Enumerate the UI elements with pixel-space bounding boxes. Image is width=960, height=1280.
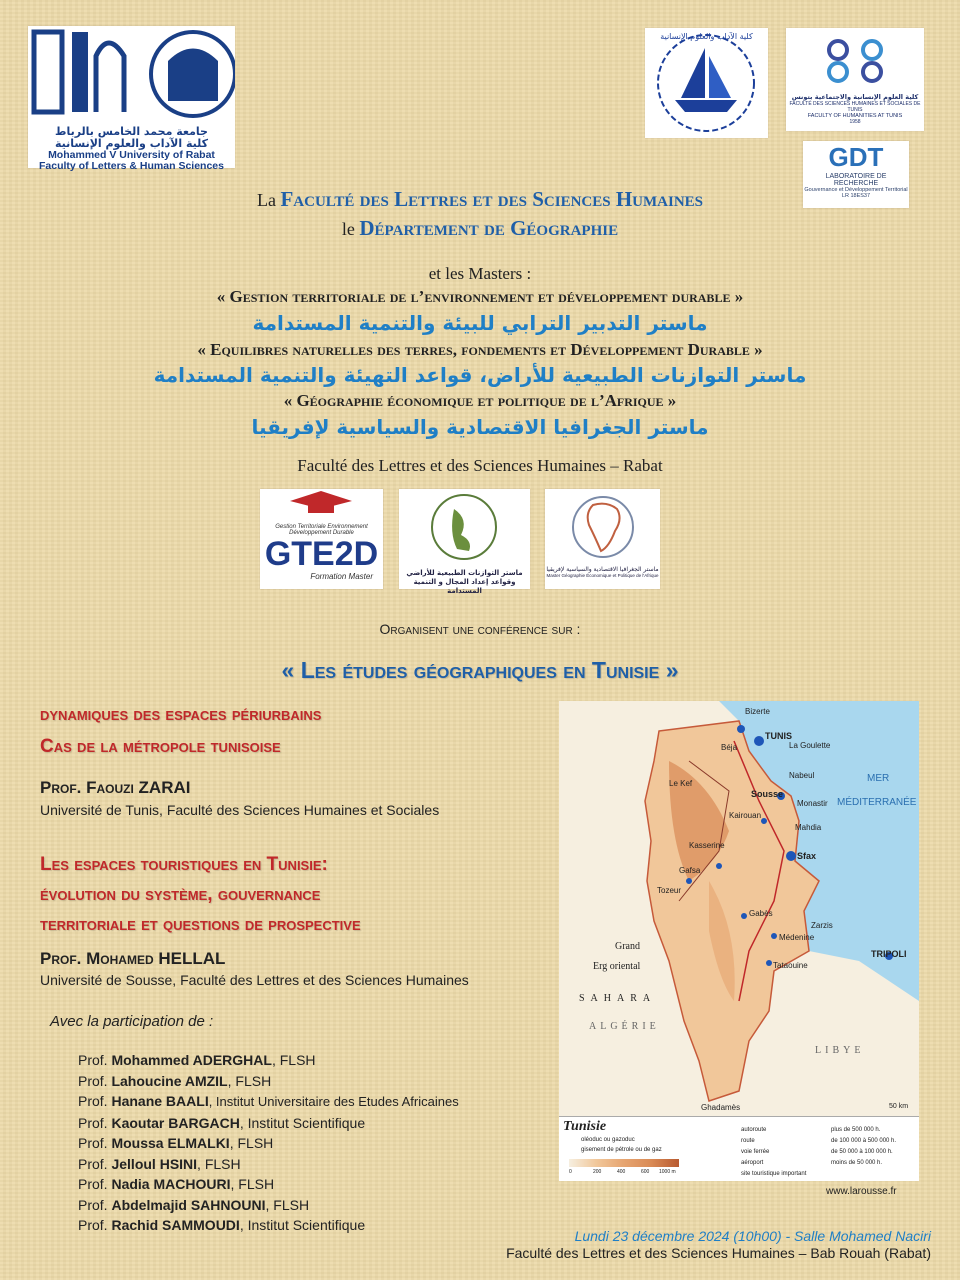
legend-elev-1000: 1000 m	[659, 1169, 676, 1175]
gdt-name: GDT	[828, 142, 884, 172]
map-city-tataouine: Tataouine	[773, 961, 808, 970]
gdt-line2: Gouvernance et Développement Territorial	[804, 187, 908, 193]
map-city-sfax: Sfax	[797, 851, 817, 861]
participant-inst: , FLSH	[229, 1135, 274, 1151]
participant-prefix: Prof.	[78, 1052, 112, 1068]
participant-row	[78, 1071, 459, 1092]
equilibres-ar: ماستر التوازنات الطبيعية للأراضي وقواعد إعداد المجال و التنمية المستدامة	[406, 569, 523, 595]
tunisia-map-drawing	[559, 701, 919, 1116]
talk1-speaker: Prof. Faouzi ZARAI	[40, 778, 191, 797]
participant-row	[78, 1174, 459, 1195]
map-city-bizerte: Bizerte	[745, 707, 770, 716]
afrique-logo	[545, 489, 660, 589]
map-city-sousse: Sousse	[751, 789, 784, 799]
map-city-tozeur: Tozeur	[657, 886, 682, 895]
afrique-fr: Master Géographie Économique et Politique de l'Afrique	[546, 573, 659, 578]
participant-row	[78, 1133, 459, 1154]
participant-name: Rachid SAMMOUDI	[111, 1217, 240, 1233]
map-city-nabeul: Nabeul	[789, 771, 815, 780]
participant-list	[78, 1050, 459, 1236]
gte2d-name: GTE2D	[264, 535, 379, 573]
legend-deposit: gisement de pétrole ou de gaz	[581, 1147, 662, 1153]
um5-en-line1: Mohammed V University of Rabat	[48, 149, 215, 161]
map-city-zarzis: Zarzis	[811, 921, 833, 930]
faculty-name: Faculté des Lettres et des Sciences Humaines	[280, 187, 704, 211]
map-scale: 50 km	[889, 1103, 909, 1110]
map-country-algerie: ALGÉRIE	[589, 1021, 660, 1032]
legend-autoroute: autoroute	[741, 1127, 767, 1133]
master3-ar: ماستر الجغرافيا الاقتصادية والسياسية لإفريقيا	[251, 415, 709, 439]
legend-elev-400: 400	[617, 1169, 626, 1175]
event-date: Lundi 23 décembre 2024 (10h00) - Salle Mohamed Naciri	[574, 1228, 931, 1244]
masters-intro: et les Masters :	[428, 264, 532, 283]
ship-emblem-icon	[645, 28, 768, 138]
map-region-sahara: SAHARA	[579, 993, 657, 1004]
map-city-tunis: TUNIS	[765, 731, 792, 741]
header-line2	[0, 216, 960, 241]
participant-prefix: Prof.	[78, 1114, 112, 1131]
talk1-affiliation: Université de Tunis, Faculté des Sciences Humaines et Sociales	[40, 802, 440, 818]
participant-row	[78, 1113, 459, 1134]
participant-prefix: Prof.	[78, 1072, 112, 1089]
talk2-title-line3: territoriale et questions de prospective	[40, 914, 361, 935]
master1-ar: ماستر التدبير الترابي للبيئة والتنمية المستدامة	[252, 311, 708, 335]
map-credit: www.larousse.fr	[826, 1186, 897, 1197]
participant-prefix: Prof.	[78, 1093, 112, 1109]
talk2-affiliation: Université de Sousse, Faculté des Lettres et des Sciences Humaines	[40, 972, 469, 988]
participant-prefix: Prof.	[78, 1217, 112, 1233]
legend-route: route	[741, 1138, 755, 1144]
master2-ar: ماستر التوازنات الطبيعية للأراض، قواعد التهيئة والتنمية المستدامة	[153, 363, 807, 387]
participant-name: Abdelmajid SAHNOUNI	[111, 1196, 266, 1213]
map-region-grand: Grand	[615, 941, 640, 952]
participant-name: Lahoucine AMZIL	[111, 1072, 228, 1089]
participant-inst: , FLSH	[197, 1155, 241, 1172]
gdt-line1: LABORATOIRE DE RECHERCHE	[825, 173, 887, 187]
participant-prefix: Prof.	[78, 1196, 112, 1213]
africa-globe-icon	[545, 489, 660, 561]
gte2d-tagline: Gestion Territoriale Environnement Développement Durable	[275, 524, 368, 536]
legend-pipeline: oléoduc ou gazoduc	[581, 1137, 635, 1143]
participant-inst: , FLSH	[271, 1052, 316, 1068]
talk1-title-line2: Cas de la métropole tunisoise	[40, 736, 281, 757]
map-city-monastir: Monastir	[797, 799, 828, 808]
participant-inst: , Institut Scientifique	[239, 1114, 366, 1131]
equilibres-logo	[399, 489, 530, 595]
talk2-title-line1: Les espaces touristiques en Tunisie:	[40, 854, 328, 875]
fshst-en: FACULTY OF HUMANITIES AT TUNIS	[807, 113, 903, 119]
participant-prefix: Prof.	[78, 1176, 112, 1192]
participant-row	[78, 1050, 459, 1071]
map-city-beja: Béja	[721, 743, 738, 752]
gte2d-sub: Formation Master	[310, 572, 373, 581]
header-line1	[0, 187, 960, 212]
master2-fr: « Equilibres naturelles des terres, fondements et Développement Durable »	[197, 340, 763, 359]
participant-inst: , FLSH	[230, 1176, 275, 1192]
legend-rail: voie ferrée	[741, 1149, 770, 1155]
participant-prefix: Prof.	[78, 1155, 112, 1172]
map-region-erg: Erg oriental	[593, 961, 641, 972]
legend-elev-200: 200	[593, 1169, 602, 1175]
participation-intro: Avec la participation de :	[50, 1013, 214, 1030]
line1-prefix: La	[256, 190, 281, 210]
um5-ar-line2: كلية الآداب والعلوم الإنسانية	[54, 137, 209, 150]
map-city-kairouan: Kairouan	[729, 811, 762, 820]
legend-elev-600: 600	[641, 1169, 650, 1175]
map-city-gabes: Gabès	[749, 909, 773, 918]
talk2-speaker: Prof. Mohamed HELLAL	[40, 949, 226, 968]
legend-elevation-scale	[569, 1159, 679, 1167]
legend-pop2: de 100 000 à 500 000 h.	[831, 1138, 897, 1144]
fshst-logo	[786, 28, 924, 131]
tunisia-map	[559, 701, 919, 1181]
participant-prefix: Prof.	[78, 1135, 112, 1151]
faculty-rabat: Faculté des Lettres et des Sciences Humaines – Rabat	[297, 456, 663, 475]
um5-ar-line1: جامعة محمد الخامس بالرباط	[55, 125, 208, 138]
graduation-cap-icon	[260, 489, 383, 519]
event-place: Faculté des Lettres et des Sciences Humaines – Bab Rouah (Rabat)	[506, 1245, 931, 1261]
participant-inst: , FLSH	[227, 1072, 272, 1089]
map-city-ghadames: Ghadamès	[701, 1103, 741, 1112]
participant-row	[78, 1091, 459, 1113]
participant-row	[78, 1195, 459, 1216]
legend-tourist: site touristique important	[741, 1171, 807, 1177]
map-city-gafsa: Gafsa	[679, 866, 701, 875]
map-legend	[559, 1116, 919, 1181]
um5-en-line2: Faculty of Letters & Human Sciences	[39, 160, 224, 172]
legend-pop1: plus de 500 000 h.	[831, 1127, 881, 1133]
master1-fr: « Gestion territoriale de l’environnement et développement durable »	[216, 287, 744, 306]
participant-name: Moussa ELMALKI	[111, 1135, 230, 1151]
map-city-mahdia: Mahdia	[795, 823, 822, 832]
legend-airport: aéroport	[741, 1160, 764, 1166]
participant-name: Jelloul HSINI	[111, 1155, 198, 1172]
participant-name: Nadia MACHOURI	[111, 1176, 231, 1192]
conference-intro: Organisent une conférence sur :	[379, 621, 581, 637]
talk1-title-line1: dynamiques des espaces périurbains	[40, 704, 322, 725]
conference-title	[0, 657, 960, 684]
map-sea-label1: MER	[867, 773, 890, 784]
legend-pop4: moins de 50 000 h.	[831, 1160, 883, 1166]
fshst-ar: كلية العلوم الإنسانية والاجتماعية بتونس	[791, 93, 919, 101]
map-city-tripoli: TRIPOLI	[871, 949, 907, 959]
legend-pop3: de 50 000 à 100 000 h.	[831, 1149, 893, 1155]
tunis-emblem-ar: كلية الآداب والعلوم الإنسانية	[660, 32, 753, 41]
map-city-medenine: Médenine	[779, 933, 815, 942]
map-city-kasserine: Kasserine	[689, 841, 725, 850]
conference-title-text: « Les études géographiques en Tunisie »	[281, 657, 679, 683]
afrique-ar: ماستر الجغرافيا الاقتصادية والسياسية لإفريقيا	[546, 566, 659, 573]
participant-row	[78, 1215, 459, 1236]
department-name: Département de Géographie	[359, 216, 619, 240]
participant-inst: , Institut Scientifique	[239, 1217, 366, 1233]
legend-title: Tunisie	[563, 1119, 607, 1134]
gdt-line3: LR 18ES37	[841, 193, 871, 199]
participant-name: Kaoutar BARGACH	[111, 1114, 240, 1131]
participant-row	[78, 1154, 459, 1175]
participant-name: Hanane BAALI	[111, 1093, 209, 1109]
participant-inst: , Institut Universitaire des Etudes Africaines	[208, 1094, 459, 1109]
talk2-title-line2: évolution du système, gouvernance	[40, 884, 321, 905]
fshst-emblem-icon	[786, 28, 924, 88]
master3-fr: « Géographie économique et politique de l’Afrique »	[283, 391, 677, 410]
tunis-emblem-logo	[645, 28, 768, 138]
um5-emblem-icon	[28, 26, 235, 121]
participant-name: Mohammed ADERGHAL	[111, 1052, 272, 1068]
fshst-year: 1958	[849, 119, 861, 125]
map-sea-label2: MÉDITERRANÉE	[837, 797, 917, 808]
um5-logo	[28, 26, 235, 172]
gte2d-logo	[260, 489, 383, 589]
map-country-libye: LIBYE	[815, 1045, 865, 1056]
map-city-le-kef: Le Kef	[669, 779, 693, 788]
fshst-fr: FACULTÉ DES SCIENCES HUMAINES ET SOCIALES DE TUNIS	[789, 101, 921, 113]
participant-inst: , FLSH	[265, 1196, 310, 1213]
map-city-la-goulette: La Goulette	[789, 741, 831, 750]
line2-prefix: le	[341, 219, 360, 239]
legend-elev-0: 0	[569, 1169, 572, 1175]
equilibres-emblem-icon	[399, 489, 530, 564]
